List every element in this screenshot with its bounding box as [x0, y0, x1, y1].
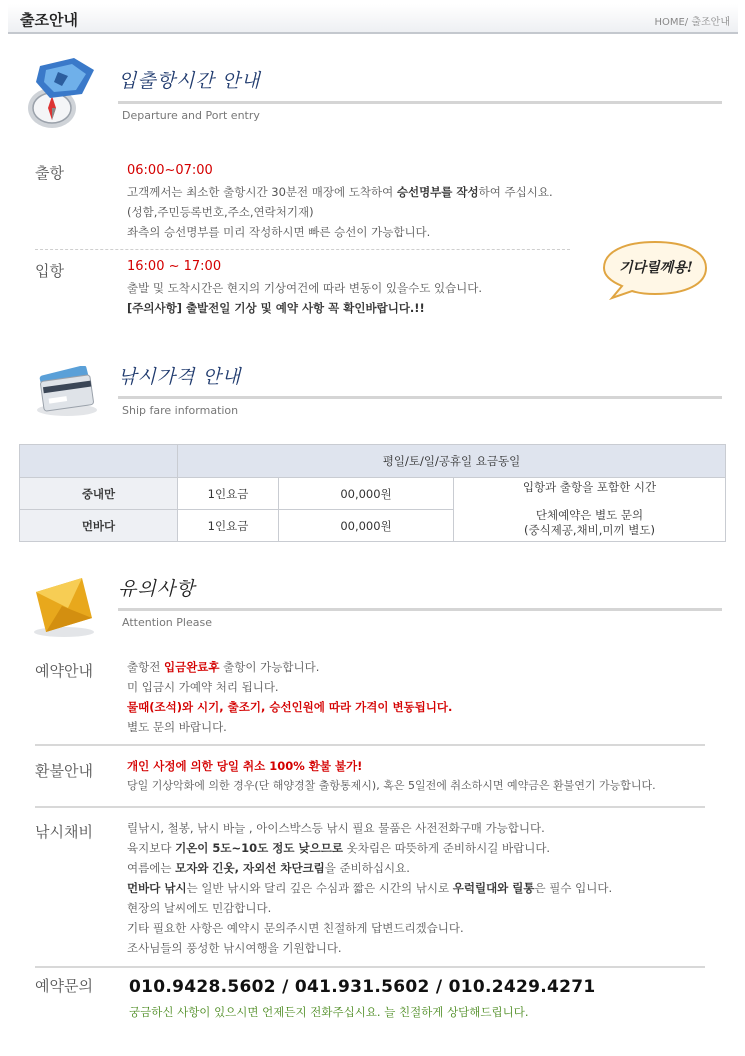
- section-title-departure: 입출항시간 안내: [118, 70, 261, 92]
- section-title-attention: 유의사항: [118, 578, 196, 600]
- text-bold: 먼바다 낚시: [127, 881, 187, 895]
- text-line: 조사님들의 풍성한 낚시여행을 기원합니다.: [127, 941, 342, 955]
- divider: [35, 806, 705, 808]
- text-bold: 기온이 5도~10도 정도 낮으므로: [175, 841, 343, 855]
- text-part: 은 필수 입니다.: [534, 881, 613, 895]
- section-subtitle: Ship fare information: [122, 404, 239, 417]
- arrival-warning: [주의사항] 출발전일 기상 및 예약 사항 꼭 확인바랍니다.!!: [127, 301, 425, 315]
- text-line: 현장의 날씨에도 민감합니다.: [127, 901, 272, 915]
- table-cell-name: 중내만: [20, 478, 178, 510]
- divider: [35, 249, 570, 250]
- text-highlight: 물때(조석)와 시기, 출조기, 승선인원에 따라 가격이 변동됩니다.: [127, 700, 453, 714]
- text-part: 출항전: [127, 660, 164, 674]
- fare-table: [19, 444, 726, 542]
- table-row: [20, 445, 726, 478]
- divider: [35, 966, 705, 968]
- table-cell-note: [454, 478, 726, 542]
- table-header: 평일/토/일/공휴일 요금동일: [178, 445, 726, 478]
- text-part: 출항이 가능합니다.: [219, 660, 320, 674]
- text-line: 릴낚시, 철봉, 낚시 바늘 , 아이스박스등 낚시 필요 물품은 사전전화구매 가능합니다.: [127, 821, 545, 835]
- departure-text: (성함,주민등록번호,주소,연락처기재): [127, 205, 314, 219]
- departure-time: 06:00~07:00: [127, 163, 213, 178]
- departure-text-post: 하여 주십시요.: [478, 185, 553, 199]
- table-cell-unit: 1인요금: [178, 478, 279, 510]
- departure-label: 출항: [35, 164, 64, 182]
- table-row: [20, 478, 726, 510]
- arrival-text: 출발 및 도착시간은 현지의 기상여건에 따라 변동이 있을수도 있습니다.: [127, 281, 483, 295]
- gear-text: [127, 818, 612, 958]
- text-line: 기타 필요한 사항은 예약시 문의주시면 친절하게 답변드리겠습니다.: [127, 921, 464, 935]
- text-part: 여름에는: [127, 861, 176, 875]
- refund-text: [127, 756, 656, 796]
- text-line: 미 입금시 가예약 처리 됩니다.: [127, 680, 279, 694]
- speech-bubble: [602, 240, 708, 300]
- section-subtitle: Departure and Port entry: [122, 109, 260, 122]
- note-line: 입항과 출항을 포함한 시간: [522, 480, 657, 494]
- section-rule: [118, 101, 722, 104]
- envelope-icon: [28, 570, 98, 640]
- text-part: 육지보다: [127, 841, 176, 855]
- table-cell-unit: 1인요금: [178, 510, 279, 542]
- note-line: (중식제공,채비,미끼 별도): [523, 523, 656, 537]
- arrival-label: 입항: [35, 262, 64, 280]
- bubble-text: 기다릴께용!: [619, 260, 693, 276]
- reservation-label: 예약안내: [35, 662, 93, 680]
- text-highlight: 입금완료후: [163, 660, 220, 674]
- departure-text: 좌측의 승선명부를 미리 작성하시면 빠른 승선이 가능합니다.: [127, 225, 431, 239]
- phone-numbers[interactable]: 010.9428.5602 / 041.931.5602 / 010.2429.4271: [129, 977, 596, 997]
- section-rule: [118, 608, 722, 611]
- arrival-time: 16:00 ~ 17:00: [127, 259, 222, 274]
- page-header: [8, 4, 738, 34]
- divider: [35, 744, 705, 746]
- text-bold: 모자와 긴옷, 자외선 차단크림: [175, 861, 325, 875]
- text-bold: 우럭릴대와 릴통: [452, 881, 535, 895]
- compass-map-icon: [22, 56, 108, 130]
- note-line: 단체예약은 별도 문의: [535, 508, 644, 522]
- text-part: 을 준비하십시요.: [324, 861, 410, 875]
- text-highlight: 개인 사정에 의한 당일 취소 100% 환불 불가!: [127, 759, 363, 773]
- text-part: 는 일반 낚시와 달리 깊은 수심과 짧은 시간의 낚시로: [186, 881, 453, 895]
- departure-text: [127, 184, 553, 200]
- table-cell-price: 00,000원: [279, 478, 454, 510]
- departure-text-bold: 승선명부를 작성: [396, 185, 479, 199]
- gear-label: 낚시채비: [35, 823, 93, 841]
- breadcrumb[interactable]: HOME/ 출조안내: [654, 17, 730, 28]
- page-title: 출조안내: [20, 11, 78, 29]
- text-part: 옷차림은 따뜻하게 준비하시길 바랍니다.: [342, 841, 551, 855]
- credit-card-icon: [34, 366, 100, 418]
- table-header-empty: [20, 445, 178, 478]
- table-cell-name: 먼바다: [20, 510, 178, 542]
- text-line: 당일 기상악화에 의한 경우(단 해양경찰 출항통제시), 혹은 5일전에 취소하시면 예약금은 환불연기 가능합니다.: [127, 779, 656, 792]
- text-line: 별도 문의 바랍니다.: [127, 720, 227, 734]
- reservation-text: [127, 657, 452, 737]
- section-rule: [118, 396, 722, 399]
- departure-text-pre: 고객께서는 최소한 출항시간 30분전 매장에 도착하여: [127, 185, 397, 199]
- contact-greeting: 궁금하신 사항이 있으시면 언제든지 전화주십시요. 늘 친절하게 상담해드립니다.: [129, 1005, 529, 1019]
- section-title-fare: 낚시가격 안내: [118, 366, 242, 388]
- section-subtitle: Attention Please: [122, 616, 212, 629]
- refund-label: 환불안내: [35, 762, 93, 780]
- table-cell-price: 00,000원: [279, 510, 454, 542]
- contact-label: 예약문의: [35, 977, 93, 995]
